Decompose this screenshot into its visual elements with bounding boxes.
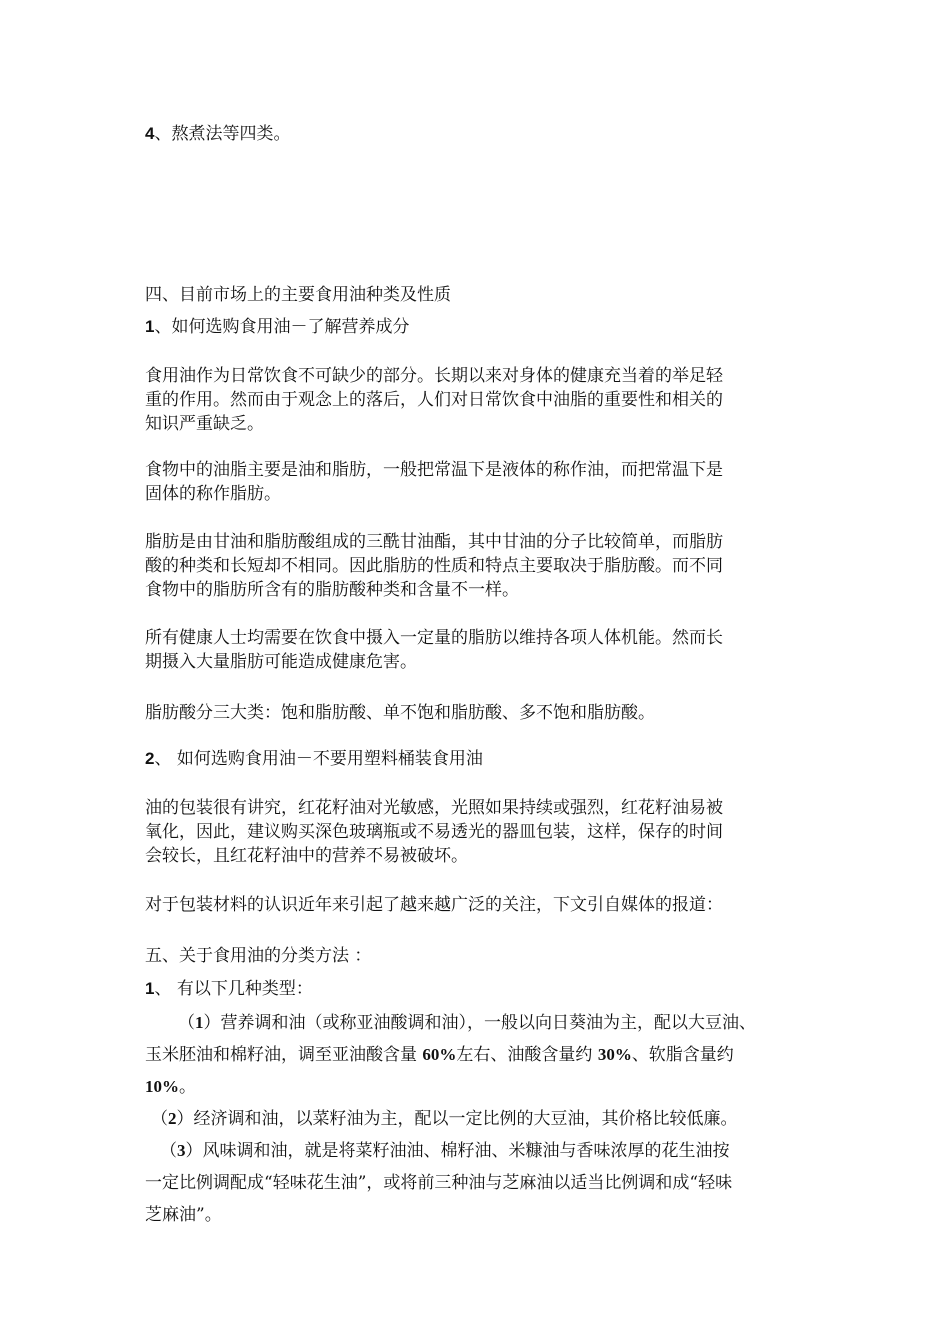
type-item-2: （2）经济调和油，以菜籽油为主，配以一定比例的大豆油，其价格比较低廉。 (151, 1109, 738, 1129)
type-item-3-line: 一定比例调配成“轻味花生油”，或将前三种油与芝麻油以适当比例调和成“轻味 (145, 1173, 733, 1193)
paragraph-line: 期摄入大量脂肪可能造成健康危害。 (145, 652, 417, 672)
subheading-4-1 (145, 315, 409, 339)
percentage: 60% (422, 1045, 457, 1064)
paragraph-line: 重的作用。然而由于观念上的落后，人们对日常饮食中油脂的重要性和相关的 (145, 390, 723, 410)
type-item-3-line: （3）风味调和油，就是将菜籽油油、棉籽油、米糠油与香味浓厚的花生油按 (160, 1141, 730, 1161)
item-text: 、 如何选购食用油－不要用塑料桶装食用油 (154, 749, 483, 769)
paragraph-line: 脂肪是由甘油和脂肪酸组成的三酰甘油酯，其中甘油的分子比较简单，而脂肪 (145, 532, 723, 552)
list-item-4 (145, 122, 290, 146)
paragraph-line: 食物中的油脂主要是油和脂肪，一般把常温下是液体的称作油，而把常温下是 (145, 460, 723, 480)
item-number: 1 (145, 979, 155, 998)
type-item-3-line: 芝麻油”。 (145, 1205, 222, 1225)
paragraph-line: 酸的种类和长短却不相同。因此脂肪的性质和特点主要取决于脂肪酸。而不同 (145, 556, 723, 576)
item-text: 、熬煮法等四类。 (154, 124, 291, 144)
percentage: 30% (597, 1045, 632, 1064)
paragraph-line: 知识严重缺乏。 (145, 414, 264, 434)
paragraph-line: 会较长，且红花籽油中的营养不易被破坏。 (145, 846, 468, 866)
paragraph-line: 油的包装很有讲究，红花籽油对光敏感，光照如果持续或强烈，红花籽油易被 (145, 798, 723, 818)
item-number: 2 (145, 749, 155, 768)
item-number: 1 (145, 317, 155, 336)
percentage: 10% (145, 1077, 179, 1096)
paragraph-line: 氧化，因此，建议购买深色玻璃瓶或不易透光的器皿包装，这样，保存的时间 (145, 822, 723, 842)
paragraph-line: 食物中的脂肪所含有的脂肪酸种类和含量不一样。 (145, 580, 519, 600)
item-number: 4 (145, 124, 155, 143)
subheading-4-2 (145, 747, 483, 771)
item-number: 1 (195, 1013, 204, 1032)
item-number: 2 (168, 1109, 177, 1128)
paragraph-line: 食用油作为日常饮食不可缺少的部分。长期以来对身体的健康充当着的举足轻 (145, 366, 723, 386)
item-number: 3 (177, 1141, 186, 1160)
paragraph-line: 对于包装材料的认识近年来引起了越来越广泛的关注，下文引自媒体的报道： (145, 895, 723, 915)
paragraph-line: 脂肪酸分三大类：饱和脂肪酸、单不饱和脂肪酸、多不饱和脂肪酸。 (145, 703, 655, 723)
type-item-1-line: （1）营养调和油（或称亚油酸调和油），一般以向日葵油为主，配以大豆油、 (178, 1013, 756, 1033)
paragraph-line: 固体的称作脂肪。 (145, 484, 281, 504)
item-text: 、如何选购食用油－了解营养成分 (154, 317, 410, 337)
type-item-1-line: 10%。 (145, 1077, 196, 1097)
subheading-5-1 (145, 977, 313, 1001)
section-heading-5: 五、关于食用油的分类方法 ： (145, 946, 372, 966)
item-text: 、 有以下几种类型： (154, 979, 313, 999)
section-heading-4: 四、目前市场上的主要食用油种类及性质 (145, 285, 451, 305)
type-item-1-line: 玉米胚油和棉籽油，调至亚油酸含量 60%左右、油酸含量约 30%、软脂含量约 (145, 1045, 734, 1065)
paragraph-line: 所有健康人士均需要在饮食中摄入一定量的脂肪以维持各项人体机能。然而长 (145, 628, 723, 648)
